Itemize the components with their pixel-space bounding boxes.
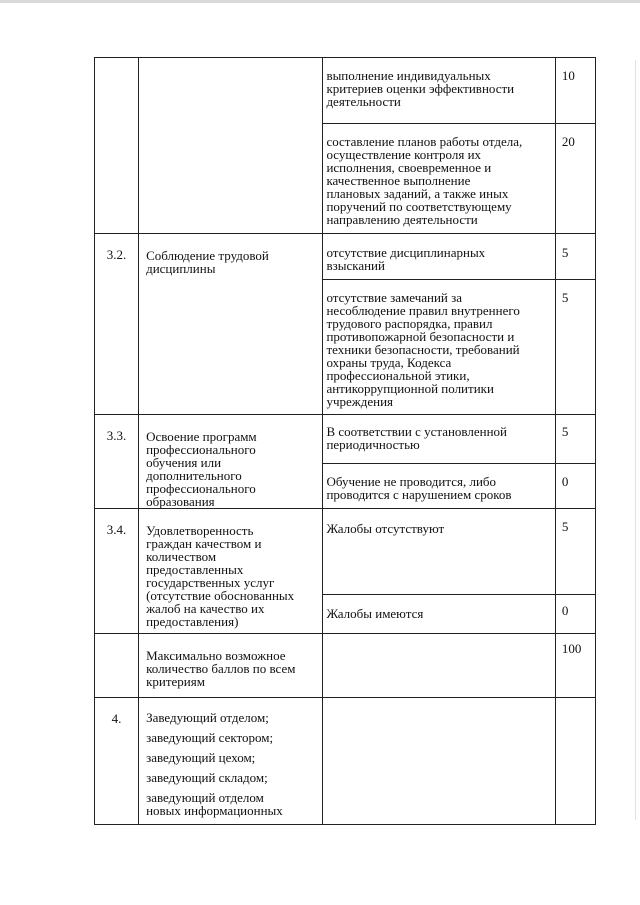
- score-cell: 5: [555, 509, 595, 595]
- position-list-cell: [139, 698, 323, 825]
- criterion-number-cell: [95, 634, 139, 698]
- position-item: заведующий цехом;: [146, 750, 256, 765]
- criterion-number-cell: 3.4.: [95, 509, 139, 634]
- page-scan-edge-right: [635, 60, 636, 820]
- table-row: [95, 698, 596, 825]
- total-label-cell: Максимально возможное количество баллов по всем критериям: [139, 634, 323, 698]
- score-cell: 0: [555, 463, 595, 508]
- condition-cell: Обучение не проводится, либо проводится с нарушением сроков: [323, 463, 555, 508]
- total-score-cell: 100: [555, 634, 595, 698]
- table-row: [95, 58, 596, 124]
- table-row: [95, 234, 596, 280]
- criterion-number-cell: 4.: [95, 698, 139, 825]
- score-cell: 5: [555, 415, 595, 464]
- condition-cell: выполнение индивидуальных критериев оценки эффективности деятельности: [323, 58, 555, 124]
- condition-cell: [323, 634, 555, 698]
- score-cell: 0: [555, 595, 595, 634]
- condition-cell: составление планов работы отдела, осуществление контроля их исполнения, своевременное и качественное выполнение плановых заданий, а также иных поручений по соответствующему направлению деятельности: [323, 124, 555, 234]
- table-row: [95, 634, 596, 698]
- score-cell: 5: [555, 280, 595, 415]
- table-row: [95, 415, 596, 464]
- condition-cell: В соответствии с установленной периодичностью: [323, 415, 555, 464]
- criterion-name-cell: Освоение программ профессионального обучения или дополнительного профессионального образования: [139, 415, 323, 509]
- position-item: Заведующий отделом;: [146, 710, 269, 725]
- condition-cell: отсутствие замечаний за несоблюдение правил внутреннего трудового распорядка, правил противопожарной безопасности и техники безопасности, требований охраны труда, Кодекса профессиональной этики, антикоррупционной политики учреждения: [323, 280, 555, 415]
- criterion-number-cell: [95, 58, 139, 234]
- criterion-number-cell: 3.2.: [95, 234, 139, 415]
- score-cell: 10: [555, 58, 595, 124]
- criteria-table: [94, 57, 596, 825]
- criterion-name-cell: [139, 58, 323, 234]
- criterion-number-cell: 3.3.: [95, 415, 139, 509]
- condition-cell: Жалобы имеются: [323, 595, 555, 634]
- score-cell: 20: [555, 124, 595, 234]
- criterion-name-cell: Соблюдение трудовой дисциплины: [139, 234, 323, 415]
- page-scan-edge-top: [0, 0, 640, 3]
- table-row: [95, 509, 596, 595]
- position-item: заведующий отделом новых информационных: [146, 790, 283, 818]
- condition-cell: Жалобы отсутствуют: [323, 509, 555, 595]
- condition-cell: отсутствие дисциплинарных взысканий: [323, 234, 555, 280]
- position-item: заведующий складом;: [146, 770, 268, 785]
- score-cell: 5: [555, 234, 595, 280]
- score-cell: [555, 698, 595, 825]
- condition-cell: [323, 698, 555, 825]
- criterion-name-cell: Удовлетворенность граждан качеством и количеством предоставленных государственных услуг (отсутствие обоснованных жалоб на качество их предоставления): [139, 509, 323, 634]
- position-item: заведующий сектором;: [146, 730, 274, 745]
